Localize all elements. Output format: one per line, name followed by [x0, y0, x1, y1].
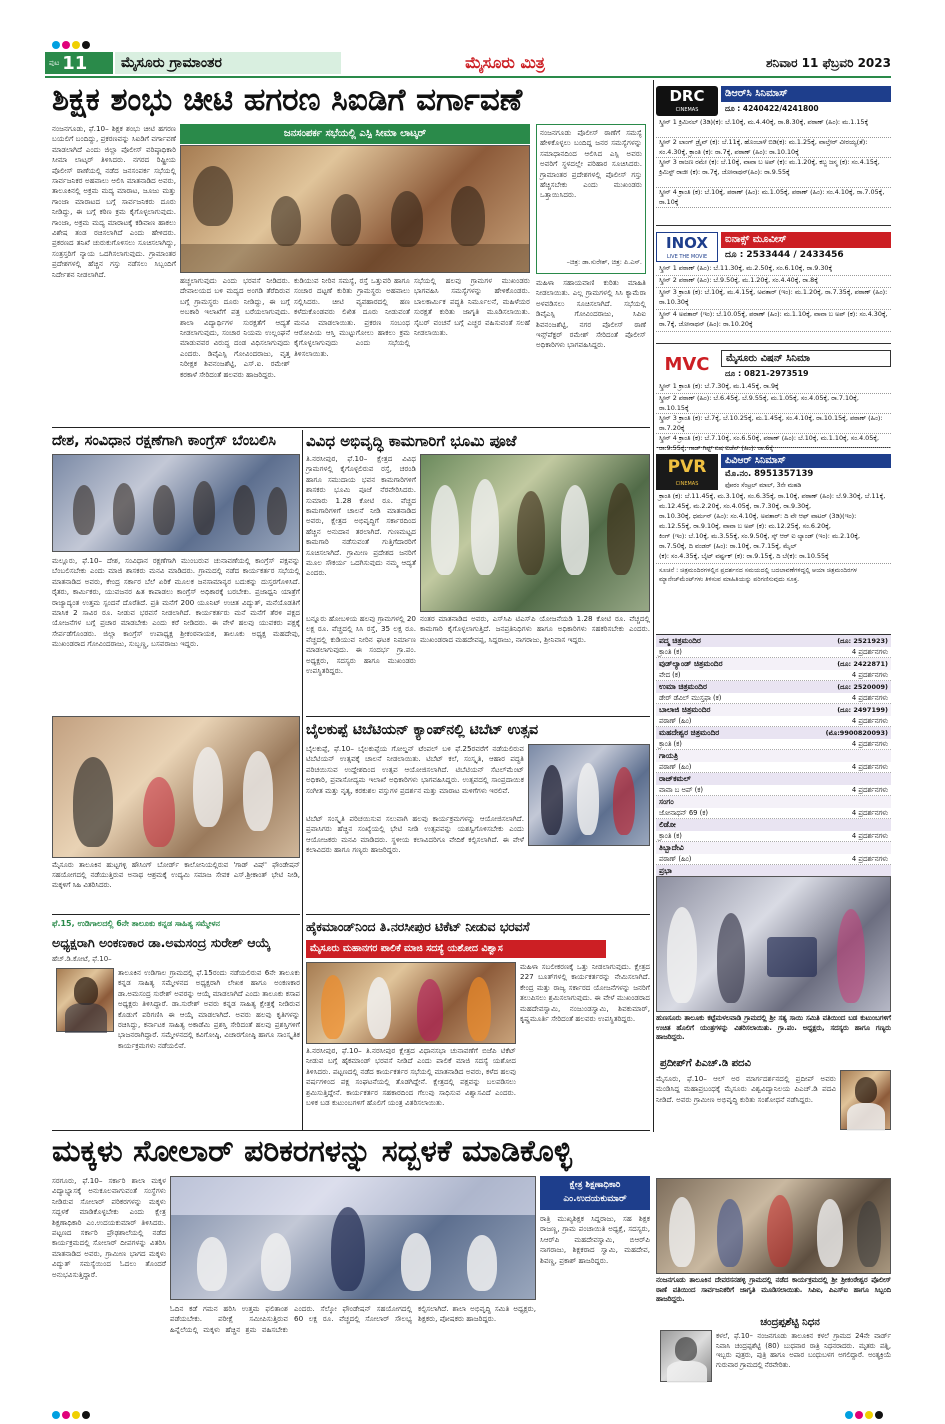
- mvc-name: ಮೈಸೂರು ವಿಷನ್ ಸಿನಿಮಾ: [721, 350, 891, 367]
- drc-row: ಸ್ಕ್ರೀನ್ 3 ರಾಜಣ ರಮೇ (ಕ): ಬೆ.10ಕ್ಕೆ, ವಾವಾ ಬ ಅಪ್ (ಕ): ಮ.1.20ಕ್ಕೆ, ಕಬ್ಜ ಜಸ್ಮ (ಕ): ಸಂ.4.15ಕ್ಕೆ, ಕ್ರಿಮಿಸ್ಟ್ ರಾಜೀ (ಕ): ರಾ.7ಕ್ಕೆ, ಜೋನಾಥನ್(ಹಿಂ): ರಾ.9.55ಕ್ಕೆ: [656, 158, 891, 188]
- drc-name: ಡಿಆರ್‌ಸಿ ಸಿನಿಮಾಸ್: [721, 86, 891, 102]
- theatre-title: ವುಡ್‌ಲ್ಯಾಂಡ್ ಚಿತ್ರಮಂದಿರ: [659, 659, 723, 668]
- theatre-show-row: [656, 831, 891, 842]
- drc-logo: DRC CINEMAS: [656, 86, 718, 116]
- ticket-photo: [306, 962, 516, 1044]
- lead-photo: [180, 145, 530, 273]
- theatre-film: ಜೋನಾಥನ್ 69 (ಕ): [659, 809, 709, 817]
- page-date: ಶನಿವಾರ 11 ಫೆಬ್ರವರಿ 2023: [765, 56, 891, 70]
- cinema-pvr: [656, 452, 891, 628]
- obit-body: ಕಳಲೆ, ಫೆ.10– ನಂಜನಗೂಡು ತಾಲೂಕಿನ ಕಳಲೆ ಗ್ರಾಮದ 24ನೇ ವಾರ್ಡ್ ನಿವಾಸಿ ಚಂದ್ರಪ್ಪಶೆಟ್ಟಿ (80) ಬುಧವಾರ ರಾತ್ರಿ ನಿಧನರಾದರು. ಮೃತರು ಪತ್ನಿ, ಇಬ್ಬರು ಪುತ್ರರು, ಪುತ್ರಿ ಹಾಗೂ ಅಪಾರ ಬಂಧುಬಳಗ ಅಗಲಿದ್ದಾರೆ. ಅಂತ್ಯಕ್ರಿಯೆ ಗುರುವಾರ ಗ್ರಾಮದಲ್ಲಿ ನೆರವೇರಿತು.: [716, 1332, 891, 1369]
- theatre-show-row: [656, 647, 891, 658]
- theatre-name: [656, 681, 891, 693]
- lead-body-left: ನಂಜನಗೂಡು, ಫೆ.10– ಶಿಕ್ಷಕ ಶಂಭು ಚೀಟಿ ಹಗರಣ ಬಯಲಿಗೆ ಬಂದಿದ್ದು, ಪ್ರಕರಣವನ್ನು ಸಿಐಡಿಗೆ ವರ್ಗಾವಣೆ ಮಾಡಲಾಗಿದೆ ಎಂದು ಜಿಲ್ಲಾ ಪೊಲೀಸ್ ವರಿಷ್ಠಾಧಿಕಾರಿ ಸೀಮಾ ಲಾಟ್ಕರ್ ತಿಳಿಸಿದರು. ನಗರದ ರಿಷ್ಟ್ರೀಯ ಪೊಲೀಸ್ ಠಾಣೆಯಲ್ಲಿ ನಡೆದ ಜನಸಂಪರ್ಕ ಸಭೆಯಲ್ಲಿ ಸಾರ್ವಜನಿಕರ ಅಹವಾಲು ಆಲಿಸಿ ಮಾತನಾಡಿದ ಅವರು, ತಾಲೂಕಿನಲ್ಲಿ ಅಕ್ರಮ ಮದ್ಯ ಮಾರಾಟ, ಜೂಜು ಮತ್ತು ಗಾಂಜಾ ಮಾರಾಟದ ಬಗ್ಗೆ ಸಾರ್ವಜನಿಕರು ದೂರು ನೀಡಿದ್ದು, ಈ ಬಗ್ಗೆ ಕಠಿಣ ಕ್ರಮ ಕೈಗೊಳ್ಳಲಾಗುವುದು. ಗಾಂಜಾ, ಅಕ್ರಮ ಮದ್ಯ ಮಾರಾಟಕ್ಕೆ ಕಡಿವಾಣ ಹಾಕಲು ವಿಶೇಷ ತಂಡ ರಚಿಸಲಾಗಿದೆ ಎಂದು ಹೇಳಿದರು. ಪ್ರಕರಣದ ತನಿಖೆ ಚುರುಕುಗೊಳಿಸಲು ಸೂಚಿಸಲಾಗಿದ್ದು, ಸಂತ್ರಸ್ತರಿಗೆ ನ್ಯಾಯ ಒದಗಿಸಲಾಗುವುದು. ಗ್ರಾಮಾಂತರ ಪ್ರದೇಶಗಳಲ್ಲಿ ಹೆಚ್ಚಿನ ಗಸ್ತು ನಡೆಸಲು ಸಿಬ್ಬಂದಿಗೆ ನಿರ್ದೇಶನ ನೀಡಲಾಗಿದೆ.: [52, 124, 176, 279]
- divider-4: [306, 914, 650, 915]
- solar-headline: ಮಕ್ಕಳು ಸೋಲಾರ್ ಪರಿಕರಗಳನ್ನು ಸದ್ಬಳಕೆ ಮಾಡಿಕೊಳ್ಳಿ: [52, 1134, 573, 1169]
- theatre-name: [656, 635, 891, 647]
- color-registration-marks: [52, 1404, 112, 1414]
- theatre-title: ಸಂಗಂ: [659, 797, 674, 806]
- right-photo-2: [656, 1178, 891, 1274]
- divider-1: [52, 427, 650, 428]
- mvc-row: ಸ್ಕ್ರೀನ್ 1 ಕ್ರಾಂತಿ (ಕ): ಬೆ.7.30ಕ್ಕೆ, ಮ.1.45ಕ್ಕೆ, ರಾ.9ಕ್ಕೆ: [656, 382, 891, 394]
- obit-portrait: [660, 1330, 712, 1382]
- theatre-shows: 4 ಪ್ರದರ್ಶನಗಳು: [851, 694, 888, 702]
- theatre-name: [656, 773, 891, 785]
- theatre-shows: 4 ಪ್ರದರ್ಶನಗಳು: [851, 855, 888, 863]
- theatre-show-row: [656, 808, 891, 819]
- solar-caption-label: ಕ್ಷೇತ್ರ ಶಿಕ್ಷಣಾಧಿಕಾರಿ: [569, 1180, 621, 1190]
- right-photo-1: [656, 876, 891, 1012]
- divider-3: [306, 716, 650, 717]
- side-box-text: ನಂಜನಗೂಡು ಪೊಲೀಸ್ ಠಾಣೆಗೆ ಸಮಸ್ಯೆ ಹೇಳಿಕೊಳ್ಳಲು ಬಂದಿದ್ದ ಜನರ ಸಮಸ್ಯೆಗಳನ್ನು ಸಮಾಧಾನದಿಂದ ಆಲಿಸಿದ ಎಸ್ಪಿ ಅವರು ಅವರಿಗೆ ಸ್ಥಳದಲ್ಲೇ ಪರಿಹಾರ ಸೂಚಿಸಿದರು. ಗ್ರಾಮಾಂತರ ಪ್ರದೇಶಗಳಲ್ಲಿ ಪೊಲೀಸ್ ಗಸ್ತು ಹೆಚ್ಚಿಸಬೇಕು ಎಂದು ಮುಖಂಡರು ಒತ್ತಾಯಿಸಿದರು.: [540, 128, 642, 200]
- theatre-film: ಪಠಾಣ್ (ಹಿಂ): [659, 763, 692, 771]
- page-header: [45, 52, 891, 74]
- theatre-title: ಪದ್ಮ ಚಿತ್ರಮಂದಿರ: [659, 636, 701, 645]
- saahitya-headline: ಅಧ್ಯಕ್ಷರಾಗಿ ಅಂಕಣಕಾರ ಡಾ.ಅಮಸಂದ್ರ ಸುರೇಶ್ ಆಯ್ಕೆ: [52, 935, 271, 950]
- page-number: 11: [62, 52, 88, 74]
- inox-row: ಸ್ಕ್ರೀನ್ 3 ಕ್ರಾಂತಿ (ಕ): ಬೆ.10ಕ್ಕೆ, ಮ.4.15ಕ್ಕೆ, ಅವತಾರ್ (ಇಂ): ಮ.1.20ಕ್ಕೆ, ರಾ.7.35ಕ್ಕೆ, ಪಠಾಣ್ (ಹಿಂ): ರಾ.10.30ಕ್ಕೆ: [656, 288, 891, 310]
- header-rule: [45, 76, 891, 78]
- cinema-drc: [656, 84, 891, 226]
- solar-photo: [170, 1176, 536, 1300]
- theatre-show-row: [656, 693, 891, 704]
- theatre-film: ವಾವಾ ಬ ಅಪ್ (ಕ): [659, 786, 704, 794]
- theatre-phone: (ಮೊ:9900820093): [825, 729, 888, 737]
- pvr-name: ಪಿವಿಆರ್ ಸಿನಿಮಾಸ್: [721, 454, 891, 468]
- tibet-photo: [528, 744, 650, 846]
- right-photo-2-caption: ನಂಜನಗೂಡು ತಾಲೂಕಿನ ದೇವರಸನಹಳ್ಳಿ ಗ್ರಾಮದಲ್ಲಿ ನಡೆದ ಕಾರ್ಯಕ್ರಮದಲ್ಲಿ ಶ್ರೀ ಶ್ರೀಕಂಠೇಶ್ವರ ಪೊಲೀಸ್ ಠಾಣೆ ವತಿಯಿಂದ ಸಾರ್ವಜನಿಕರಿಗೆ ಜಾಗೃತಿ ಮೂಡಿಸಲಾಯಿತು. ಸಿಪಿಐ, ಪಿಎಸ್‌ಐ ಹಾಗೂ ಸಿಬ್ಬಂದಿ ಹಾಜರಿದ್ದರು.: [656, 1276, 891, 1304]
- vrule-2: [653, 80, 654, 1132]
- congress-headline: ದೇಶ, ಸಂವಿಧಾನ ರಕ್ಷಣೆಗಾಗಿ ಕಾಂಗ್ರೆಸ್ ಬೆಂಬಲಿಸಿ: [52, 433, 276, 449]
- theatre-name: [656, 704, 891, 716]
- pvr-logo: PVR CINEMAS: [656, 454, 718, 490]
- theatre-shows: 4 ಪ್ರದರ್ಶನಗಳು: [851, 809, 888, 817]
- theatre-show-row: [656, 785, 891, 796]
- theatre-title: ಲಿಡೋ: [659, 820, 676, 829]
- theatre-film: ಡೇರ್ ಡೆವಿಲ್ ಮುಸ್ತಫಾ (ಕ): [659, 694, 722, 702]
- tibet-headline: ಬೈಲಕುಪ್ಪೆ ಟಿಬೆಟಿಯನ್ ಕ್ಯಾಂಪ್‌ನಲ್ಲಿ ಟಿಬೆಟ್ ಉತ್ಸವ: [306, 722, 539, 738]
- congress-photo: [52, 454, 300, 552]
- tibet-body2: ಟಿಬೆಟ್ ಸಂಸ್ಕೃತಿ ಪರಿಚಯಿಸುವ ಸಲುವಾಗಿ ಹಲವು ಕಾರ್ಯಕ್ರಮಗಳನ್ನು ಆಯೋಜಿಸಲಾಗಿದೆ. ಪ್ರವಾಸಿಗರು ಹೆಚ್ಚಿನ ಸಂಖ್ಯೆಯಲ್ಲಿ ಭೇಟಿ ನೀಡಿ ಉತ್ಸವವನ್ನು ಯಶಸ್ವಿಗೊಳಿಸಬೇಕು ಎಂದು ಆಯೋಜಕರು ಮನವಿ ಮಾಡಿದರು. ಸ್ಥಳೀಯ ಕಲಾವಿದರಿಗೂ ವೇದಿಕೆ ಕಲ್ಪಿಸಲಾಗಿದೆ. ಈ ವೇಳೆ ಕಲಾವಿದರು ಹಾಗೂ ಗಣ್ಯರು ಹಾಜರಿದ್ದರು.: [306, 814, 524, 855]
- cinema-listing: [656, 84, 891, 632]
- bhoomi-body3: ನಂತರ ಮಾತನಾಡಿದ ಅವರು, ಎಸ್‌ಸಿಪಿ ಟಿಎಸ್‌ಪಿ ಯೋಜನೆಯಡಿ 1.28 ಕೋಟಿ ರೂ. ವೆಚ್ಚದಲ್ಲಿ ಕಾಮಗಾರಿ ಕೈಗೊಳ್ಳಲಾಗುತ್ತಿದೆ. ಜನಪ್ರತಿನಿಧಿಗಳು ಹಾಗೂ ಅಧಿಕಾರಿಗಳು ಸಹಕರಿಸಬೇಕು ಎಂದರು. ಮುಖಂಡರಾದ ಮಹದೇವಪ್ಪ, ಸಿದ್ದರಾಜು, ನಾಗರಾಜು, ಶ್ರೀನಿವಾಸ ಇದ್ದರು.: [420, 614, 650, 644]
- divider-5: [52, 1130, 650, 1131]
- pvr-phone: ಮೊ.ನಂ. 8951357139: [725, 468, 814, 479]
- orphanage-photo: [52, 716, 300, 858]
- theatre-shows: 4 ಪ್ರದರ್ಶನಗಳು: [851, 717, 888, 725]
- theatre-shows: 4 ಪ್ರದರ್ಶನಗಳು: [851, 671, 888, 679]
- cinema-mvc: [656, 348, 891, 452]
- solar-body2: ಓದಿನ ಕಡೆ ಗಮನ ಹರಿಸಿ ಉತ್ತಮ ಫಲಿತಾಂಶ ಪಡೆಯಬೇಕು. ಪರೀಕ್ಷೆ ಸಮೀಪಿಸುತ್ತಿರುವ ಹಿನ್ನೆಲೆಯಲ್ಲಿ ಮಕ್ಕಳು ಹೆಚ್ಚಿನ ಶ್ರಮ ವಹಿಸಬೇಕು ಎಂದರು. ಸೆಲ್ಕೋ ಫೌಂಡೇಷನ್ ಸಹಯೋಗದಲ್ಲಿ 60 ಲಕ್ಷ ರೂ. ವೆಚ್ಚದಲ್ಲಿ ಸೋಲಾರ್ ಸೌಲಭ್ಯ ಕಲ್ಪಿಸಲಾಗಿದೆ. ಶಾಲಾ ಅಭಿವೃದ್ಧಿ ಸಮಿತಿ ಅಧ್ಯಕ್ಷರು, ಶಿಕ್ಷಕರು, ಪೋಷಕರು ಹಾಜರಿದ್ದರು.: [170, 1304, 536, 1334]
- solar-body: ಸರಗೂರು, ಫೆ.10– ಸರ್ಕಾರಿ ಶಾಲಾ ಮಕ್ಕಳ ವಿದ್ಯಾಭ್ಯಾಸಕ್ಕೆ ಅನುಕೂಲವಾಗುವಂತೆ ಸಂಸ್ಥೆಗಳು ನೀಡಿರುವ ಸೋಲಾರ್ ಪರಿಕರಗಳನ್ನು ಮಕ್ಕಳು ಸದ್ಬಳಕೆ ಮಾಡಿಕೊಳ್ಳಬೇಕು ಎಂದು ಕ್ಷೇತ್ರ ಶಿಕ್ಷಣಾಧಿಕಾರಿ ಎಂ.ಉದಯಕುಮಾರ್ ತಿಳಿಸಿದರು. ಪಟ್ಟಣದ ಸರ್ಕಾರಿ ಪ್ರೌಢಶಾಲೆಯಲ್ಲಿ ನಡೆದ ಕಾರ್ಯಕ್ರಮದಲ್ಲಿ ಸೋಲಾರ್ ದೀಪಗಳನ್ನು ವಿತರಿಸಿ ಮಾತನಾಡಿದ ಅವರು, ಗ್ರಾಮೀಣ ಭಾಗದ ಮಕ್ಕಳು ವಿದ್ಯುತ್ ಸಮಸ್ಯೆಯಿಂದ ಓದಲು ತೊಂದರೆ ಅನುಭವಿಸುತ್ತಿದ್ದಾರೆ.: [52, 1176, 166, 1279]
- theatre-film: ಕ್ರಾಂತಿ (ಕ): [659, 832, 682, 840]
- inox-phone: ದೂ : 2533444 / 2433456: [725, 250, 844, 260]
- vrule-1: [302, 430, 303, 1130]
- theatre-shows: 4 ಪ್ರದರ್ಶನಗಳು: [851, 740, 888, 748]
- side-box-credit: –ಚಿತ್ರ: ಡಾ.ಸುರೇಶ್, ಚಿತ್ರ: ಪಿ.ಎಸ್.: [566, 258, 642, 266]
- theatre-show-row: [656, 670, 891, 681]
- theatre-title: ತಿಬ್ಬಾದೇವಿ: [659, 843, 684, 852]
- theatre-name: [656, 750, 891, 762]
- cinema-note: ಸೂಚನೆ : ಚಿತ್ರಮಂದಿರಗಳಲ್ಲಿನ ಪ್ರದರ್ಶನದ ಸಮಯದಲ್ಲಿ ಬದಲಾವಣೆಗಳಿದ್ದಲ್ಲಿ ಆಯಾ ಚಿತ್ರಮಂದಿರಗಳ ಮ್ಯಾನೇಜ್‌ಮೆಂಟ್‌ಗಳು ತಿಳಿಸುವ ಮಾಹಿತಿಯನ್ನು ಪರಿಗಣಿಸುವುದು ಸೂಕ್ತ.: [659, 567, 858, 583]
- lead-body-mid2: ಕುಡಿಯುವ ನೀರಿನ ಸಮಸ್ಯೆ, ರಸ್ತೆ ಒತ್ತುವರಿ ಹಾಗೂ ಸಂಚಾರ ದಟ್ಟಣೆ ಕುರಿತು ಗ್ರಾಮಸ್ಥರು ಅಹವಾಲು ಸಲ್ಲಿಸಿದರು. ಚೀಟಿ ವ್ಯವಹಾರದಲ್ಲಿ ಹಣ ಕಳೆದುಕೊಂಡವರು ಲಿಖಿತ ದೂರು ನೀಡುವಂತೆ ಮನವಿ ಮಾಡಲಾಯಿತು. ಪ್ರಕರಣ ಸಂಬಂಧ ಆರೋಪಿಯ ಆಸ್ತಿ ಮುಟ್ಟುಗೋಲು ಹಾಕಲು ಕ್ರಮ ಕೈಗೊಳ್ಳಲಾಗುವುದು ಎಂದು ಸಭೆಯಲ್ಲಿ ತಿಳಿಸಲಾಯಿತು.: [294, 276, 410, 358]
- theatre-name: [656, 819, 891, 831]
- theatre-name: [656, 727, 891, 739]
- ticket-body: ತಿ.ನರಸೀಪುರ, ಫೆ.10– ತಿ.ನರಸೀಪುರ ಕ್ಷೇತ್ರದ ವಿಧಾನಸಭಾ ಚುನಾವಣೆಗೆ ಬಿಜೆಪಿ ಟಿಕೆಟ್ ನೀಡುವ ಬಗ್ಗೆ ಹೈಕಮಾಂಡ್ ಭರವಸೆ ನೀಡಿದೆ ಎಂದು ಪಾಲಿಕೆ ಮಾಜಿ ಸದಸ್ಯೆ ಯಶೋದ ತಿಳಿಸಿದರು. ಪಟ್ಟಣದಲ್ಲಿ ನಡೆದ ಕಾರ್ಯಕರ್ತರ ಸಭೆಯಲ್ಲಿ ಮಾತನಾಡಿದ ಅವರು, ಕಳೆದ ಹಲವು ವರ್ಷಗಳಿಂದ ಪಕ್ಷ ಸಂಘಟನೆಯಲ್ಲಿ ತೊಡಗಿದ್ದೇನೆ. ಕ್ಷೇತ್ರದಲ್ಲಿ ಪಕ್ಷವನ್ನು ಬಲಪಡಿಸಲು ಶ್ರಮಿಸುತ್ತಿದ್ದೇನೆ. ಕಾರ್ಯಕರ್ತರ ಸಹಕಾರದಿಂದ ಗೆಲುವು ಸಾಧಿಸುವ ವಿಶ್ವಾಸವಿದೆ ಎಂದರು. ಬಳಿಕ ಬಡ ಕುಟುಂಬಗಳಿಗೆ ಹೊಲಿಗೆ ಯಂತ್ರ ವಿತರಿಸಲಾಯಿತು.: [306, 1046, 516, 1108]
- saahitya-kicker: ಫೆ.15, ಉಡಿಗಾಲದಲ್ಲಿ 6ನೇ ತಾಲೂಕು ಕನ್ನಡ ಸಾಹಿತ್ಯ ಸಮ್ಮೇಳನ: [52, 919, 220, 928]
- theatre-phone: (ದೂ: 2520009): [837, 683, 888, 691]
- inox-name: ಐನಾಕ್ಸ್ ಮೂವೀಸ್: [721, 232, 891, 248]
- mvc-logo: MVC: [664, 354, 710, 375]
- mvc-row: ಸ್ಕ್ರೀನ್ 2 ಪಠಾಣ್ (ಹಿಂ): ಬೆ.6.45ಕ್ಕೆ, ಬೆ.9.55ಕ್ಕೆ, ಮ.1.05ಕ್ಕೆ, ಸಂ.4.05ಕ್ಕೆ, ರಾ.7.10ಕ್ಕೆ, ರಾ.10.15ಕ್ಕೆ: [656, 394, 891, 414]
- drc-row: ಸ್ಕ್ರೀನ್ 2 ಲಾಂಗ್ ಡ್ರೈವ್ (ಕ): ಬೆ.11ಕ್ಕೆ, ಹೊಂಬಾಳೆ ಬಿಡಿ(ಕ): ಮ.1.25ಕ್ಕೆ, ವಾಲ್ತೇರ್ ವೀರಯ್ಯ(ತೆ): ಸಂ.4.30ಕ್ಕೆ, ಕ್ರಾಂತಿ (ಕ): ರಾ.7ಕ್ಕೆ, ಪಠಾಣ್ (ಹಿಂ): ರಾ.10.10ಕ್ಕೆ: [656, 138, 891, 158]
- inox-logo: INOX LIVE THE MOVIE: [656, 232, 718, 262]
- solar-caption-box: [540, 1176, 650, 1210]
- section-name: ಮೈಸೂರು ಗ್ರಾಮಾಂತರ: [115, 52, 341, 74]
- page-number-badge: [45, 52, 113, 74]
- orphanage-caption: ಮೈಸೂರು ತಾಲೂಕಿನ ಹುಟ್ಟಗಳ್ಳಿ ಹೌಸಿಂಗ್ ಬೋರ್ಡ್ ಕಾಲೋನಿಯಲ್ಲಿರುವ 'ಗಾಡ್ ವಿಷ್' ಫೌಂಡೇಷನ್ ಸಹಯೋಗದಲ್ಲಿ ನಡೆಯುತ್ತಿರುವ ಅನಾಥ ಆಶ್ರಮಕ್ಕೆ ಉದ್ಯಮಿ ಸಮಾಜ ಸೇವಕ ಎಸ್.ಶ್ರೀಕಾಂತ್ ಭೇಟಿ ನೀಡಿ, ಮಕ್ಕಳಿಗೆ ಸಿಹಿ ವಿತರಿಸಿದರು.: [52, 861, 300, 889]
- theatre-shows: 4 ಪ್ರದರ್ಶನಗಳು: [851, 648, 888, 656]
- theatre-title: ಬಾಲಾಜಿ ಚಿತ್ರಮಂದಿರ: [659, 705, 711, 714]
- pvr-row: ಕಿಂಗ್ (ಇಂ): ಬೆ.10ಕ್ಕೆ, ಮ.3.55ಕ್ಕೆ, ಸಂ.9.50ಕ್ಕೆ, ಸ್ಕ್ ಆರ್ ಐ ಲ್ಯಾಂಡ್ (ಇಂ): ಮ.2.10ಕ್ಕೆ, ರಾ.7.50ಕ್ಕೆ, ದಿ ವಂಡರ್ (ಹಿಂ): ರಾ.10ಕ್ಕೆ, ರಾ.7.15ಕ್ಕೆ, ಮೈಲ್‌: [659, 532, 861, 550]
- theatre-phone: (ದೂ: 2497199): [837, 706, 888, 714]
- color-registration-marks-right: [845, 1404, 893, 1414]
- theatre-show-row: [656, 762, 891, 773]
- color-registration-marks-top: [52, 34, 112, 44]
- drc-row: ಸ್ಕ್ರೀನ್ 4 ಕ್ರಾಂತಿ (ಕ): ಬೆ.10ಕ್ಕೆ, ಪಠಾಣ್ (ಹಿಂ): ಮ.1.05ಕ್ಕೆ, ಪಠಾಣ್ (ಹಿಂ): ಸಂ.4.10ಕ್ಕೆ, ರಾ.7.05ಕ್ಕೆ, ರಾ.10ಕ್ಕೆ: [656, 188, 891, 208]
- cinema-inox: [656, 230, 891, 344]
- mvc-phone: ದೂ : 0821-2973519: [725, 368, 809, 378]
- saahitya-body: ತಾಲೂಕಿನ ಉಡಿಗಾಲ ಗ್ರಾಮದಲ್ಲಿ ಫೆ.15ರಂದು ನಡೆಯಲಿರುವ 6ನೇ ತಾಲೂಕು ಕನ್ನಡ ಸಾಹಿತ್ಯ ಸಮ್ಮೇಳನದ ಅಧ್ಯಕ್ಷರಾಗಿ ಲೇಖಕ ಹಾಗೂ ಅಂಕಣಕಾರ ಡಾ.ಅಮಸಂದ್ರ ಸುರೇಶ್ ಅವರನ್ನು ಆಯ್ಕೆ ಮಾಡಲಾಗಿದೆ ಎಂದು ತಾಲೂಕು ಕಸಾಪ ಅಧ್ಯಕ್ಷರು ತಿಳಿಸಿದ್ದಾರೆ. ಡಾ.ಸುರೇಶ್ ಅವರು ಕನ್ನಡ ಸಾಹಿತ್ಯ ಕ್ಷೇತ್ರಕ್ಕೆ ನೀಡಿರುವ ಕೊಡುಗೆ ಪರಿಗಣಿಸಿ ಈ ಆಯ್ಕೆ ಮಾಡಲಾಗಿದೆ. ಅವರು ಹಲವು ಕೃತಿಗಳನ್ನು ರಚಿಸಿದ್ದು, ಕರ್ನಾಟಕ ಸಾಹಿತ್ಯ ಅಕಾಡೆಮಿ ಪ್ರಶಸ್ತಿ ಸೇರಿದಂತೆ ಹಲವು ಪ್ರಶಸ್ತಿಗಳಿಗೆ ಭಾಜನರಾಗಿದ್ದಾರೆ. ಸಮ್ಮೇಳನದಲ್ಲಿ ಕವಿಗೋಷ್ಠಿ, ವಿಚಾರಗೋಷ್ಠಿ ಹಾಗೂ ಸಾಂಸ್ಕೃತಿಕ ಕಾರ್ಯಕ್ರಮಗಳು ನಡೆಯಲಿವೆ.: [118, 968, 300, 1050]
- theatre-film: ಪಠಾಣ್ (ಹಿಂ): [659, 855, 692, 863]
- lead-photo-caption: ಜನಸಂಪರ್ಕ ಸಭೆಯಲ್ಲಿ ಎಸ್ಪಿ ಸೀಮಾ ಲಾಟ್ಕರ್: [283, 128, 427, 139]
- bhoomi-body: ತಿ.ನರಸೀಪುರ, ಫೆ.10– ಕ್ಷೇತ್ರದ ವಿವಿಧ ಗ್ರಾಮಗಳಲ್ಲಿ ಕೈಗೊಳ್ಳಲಿರುವ ರಸ್ತೆ, ಚರಂಡಿ ಹಾಗೂ ಸಮುದಾಯ ಭವನ ಕಾಮಗಾರಿಗಳಿಗೆ ಶಾಸಕರು ಭೂಮಿ ಪೂಜೆ ನೆರವೇರಿಸಿದರು. ಸುಮಾರು 1.28 ಕೋಟಿ ರೂ. ವೆಚ್ಚದ ಕಾಮಗಾರಿಗಳಿಗೆ ಚಾಲನೆ ನೀಡಿ ಮಾತನಾಡಿದ ಅವರು, ಕ್ಷೇತ್ರದ ಅಭಿವೃದ್ಧಿಗೆ ಸರ್ಕಾರದಿಂದ ಹೆಚ್ಚಿನ ಅನುದಾನ ತರಲಾಗಿದೆ. ಗುಣಮಟ್ಟದ ಕಾಮಗಾರಿ ನಡೆಸುವಂತೆ ಗುತ್ತಿಗೆದಾರರಿಗೆ ಸೂಚಿಸಲಾಗಿದೆ. ಗ್ರಾಮೀಣ ಪ್ರದೇಶದ ಜನರಿಗೆ ಮೂಲ ಸೌಕರ್ಯ ಒದಗಿಸುವುದು ನಮ್ಮ ಆದ್ಯತೆ ಎಂದರು.: [306, 454, 416, 578]
- theatre-name: [656, 796, 891, 808]
- mvc-row: ಸ್ಕ್ರೀನ್ 4 ಕ್ರಾಂತಿ (ಕ): ಬೆ.7.10ಕ್ಕೆ, ಸಂ.6.50ಕ್ಕೆ, ಪಠಾಣ್ (ಹಿಂ): ಬೆ.10ಕ್ಕೆ, ಮ.1.10ಕ್ಕೆ, ಸಂ.4.05ಕ್ಕೆ, ರಾ.9.55ಕ್ಕೆ, ಗಾಡ್ ಗಿಫ್ಟ್ ಏಷ ಐಡೆನ್ (ಹಿಂ): ರಾ.6ಕ್ಕೆ: [656, 434, 891, 448]
- lead-side-box: [536, 124, 646, 274]
- pvr-row: ಕ್ರಾಂತಿ (ಕ): ಬೆ.11.45ಕ್ಕೆ, ಮ.3.10ಕ್ಕೆ, ಸಂ.6.35ಕ್ಕೆ, ರಾ.10ಕ್ಕೆ, ಪಠಾಣ್ (ಹಿಂ): ಬೆ.9.30ಕ್ಕೆ, ಬೆ.11ಕ್ಕೆ, ಮ.12.45ಕ್ಕೆ, ಮ.2.20ಕ್ಕೆ, ಸಂ.4.05ಕ್ಕೆ, ರಾ.7.30ಕ್ಕೆ, ರಾ.9.30ಕ್ಕೆ,: [659, 492, 886, 510]
- solar-caption-name: ಎಂ.ಉದಯಕುಮಾರ್: [563, 1194, 627, 1204]
- theatre-phone: (ದೂ: 2521923): [837, 637, 888, 645]
- theatre-name: [656, 658, 891, 670]
- theatre-title: ಉಮಾ ಚಿತ್ರಮಂದಿರ: [659, 682, 707, 691]
- theatre-show-row: [656, 716, 891, 727]
- theatre-film: ಕ್ರಾಂತಿ (ಕ): [659, 648, 682, 656]
- bhoomi-body2: ಬನ್ನೂರು ಹೋಬಳಿಯ ಹಲವು ಗ್ರಾಮಗಳಲ್ಲಿ 20 ಲಕ್ಷ ರೂ. ವೆಚ್ಚದಲ್ಲಿ ಸಿಸಿ ರಸ್ತೆ, 35 ಲಕ್ಷ ರೂ. ವೆಚ್ಚದಲ್ಲಿ ಕುಡಿಯುವ ನೀರಿನ ಘಟಕ ನಿರ್ಮಾಣ ಮಾಡಲಾಗುವುದು. ಈ ಸಂದರ್ಭ ಗ್ರಾ.ಪಂ. ಅಧ್ಯಕ್ಷರು, ಸದಸ್ಯರು ಹಾಗೂ ಮುಖಂಡರು ಉಪಸ್ಥಿತರಿದ್ದರು.: [306, 614, 416, 676]
- bhoomi-photo: [420, 454, 650, 612]
- theatre-title: ಗಾಯತ್ರಿ: [659, 751, 679, 760]
- solar-body3: ರಾತ್ರಿ ಮುಖ್ಯಶಿಕ್ಷಕ ಸಿದ್ದರಾಜು, ಸಹ ಶಿಕ್ಷಕ ರಾಜಣ್ಣ, ಗ್ರಾಮ ಪಂಚಾಯಿತಿ ಅಧ್ಯಕ್ಷೆ, ಸದಸ್ಯರು, ಸಿಆರ್‌ಪಿ ಮಹದೇವಸ್ವಾಮಿ, ಬಿಆರ್‌ಪಿ ನಾಗರಾಜು, ಶಿಕ್ಷಕರಾದ ಸ್ವಾಮಿ, ಮಹದೇವ, ಶಿವಣ್ಣ, ಪ್ರಕಾಶ್ ಹಾಜರಿದ್ದರು.: [540, 1214, 650, 1265]
- theatre-film: ಪಠಾಣ್ (ಹಿಂ): [659, 717, 692, 725]
- inox-row: ಸ್ಕ್ರೀನ್ 4 ಅವತಾರ್ (ಇಂ): ಬೆ.10.05ಕ್ಕೆ, ಪಠಾಣ್ (ಹಿಂ): ಮ.1.10ಕ್ಕೆ, ವಾವಾ ಬ ಅಪ್ (ಕ): ಸಂ.4.30ಕ್ಕೆ, ರಾ.7ಕ್ಕೆ, ಜೋನಾಥನ್ (ಹಿಂ): ರಾ.10.20ಕ್ಕೆ: [656, 310, 891, 332]
- mvc-row: ಸ್ಕ್ರೀನ್ 3 ಕ್ರಾಂತಿ (ಕ): ಬೆ.7ಕ್ಕೆ, ಬೆ.10.25ಕ್ಕೆ, ಮ.1.45ಕ್ಕೆ, ಸಂ.4.10ಕ್ಕೆ, ರಾ.10.15ಕ್ಕೆ, ಪಠಾಣ್ (ಹಿಂ): ರಾ.7.20ಕ್ಕೆ: [656, 414, 891, 434]
- theatre-table: [656, 634, 891, 875]
- page-label: ಪುಟ: [49, 58, 60, 67]
- pvr-row: ರಾ.10.30ಕ್ಕೆ, ಧರ್ಮನ್ (ಹಿಂ): ಸಂ.4.10ಕ್ಕೆ, ಅವತಾರ್: ದಿ ವೇ ಆಫ್ ವಾಟರ್ (3ಡಿ)(ಇಂ): ಮ.12.55ಕ್ಕೆ, ರಾ.9.10ಕ್ಕೆ, ವಾವಾ ಬ ಅಪ್ (ಕ): ಮ.12.25ಕ್ಕೆ, ಸಂ.6.20ಕ್ಕೆ,: [659, 512, 857, 530]
- saahitya-byline: ಹೆಚ್.ಡಿ.ಕೋಟೆ, ಫೆ.10–: [52, 955, 112, 963]
- lead-headline: ಶಿಕ್ಷಕ ಶಂಭು ಚೀಟಿ ಹಗರಣ ಸಿಐಡಿಗೆ ವರ್ಗಾವಣೆ: [52, 82, 523, 118]
- drc-phone: ದೂ : 4240422/4241800: [725, 104, 819, 113]
- masthead: ಮೈಸೂರು ಮಿತ್ರ: [465, 53, 545, 72]
- theatre-show-row: [656, 854, 891, 865]
- theatre-shows: 4 ಪ್ರದರ್ಶನಗಳು: [851, 763, 888, 771]
- ticket-body2: ಮಹಿಳಾ ಸಬಲೀಕರಣಕ್ಕೆ ಒತ್ತು ನೀಡಲಾಗುವುದು. ಕ್ಷೇತ್ರದ 227 ಬೂತ್‌ಗಳಲ್ಲಿ ಕಾರ್ಯಕರ್ತರನ್ನು ನೇಮಿಸಲಾಗಿದೆ. ಕೇಂದ್ರ ಮತ್ತು ರಾಜ್ಯ ಸರ್ಕಾರದ ಯೋಜನೆಗಳನ್ನು ಜನರಿಗೆ ತಲುಪಿಸಲು ಶ್ರಮಿಸಲಾಗುವುದು. ಈ ವೇಳೆ ಮುಖಂಡರಾದ ಮಹದೇವಸ್ವಾಮಿ, ನಂಜುಂಡಸ್ವಾಮಿ, ಶಿವಕುಮಾರ್, ಕೃಷ್ಣಮೂರ್ತಿ ಸೇರಿದಂತೆ ಹಲವರು ಉಪಸ್ಥಿತರಿದ್ದರು.: [520, 962, 650, 1024]
- inox-row: ಸ್ಕ್ರೀನ್ 1 ಪಠಾಣ್ (ಹಿಂ): ಬೆ.11.30ಕ್ಕೆ, ಮ.2.50ಕ್ಕೆ, ಸಂ.6.10ಕ್ಕೆ, ರಾ.9.30ಕ್ಕೆ: [656, 264, 891, 276]
- pradeep-portrait: [840, 1070, 891, 1130]
- lead-body-mid: ಹಚ್ಚಲಾಗುವುದು ಎಂದು ಭರವಸೆ ನೀಡಿದರು. ದೇವಾಲಯದ ಬಳಿ ಮದ್ಯದ ಅಂಗಡಿ ತೆರೆದಿರುವ ಬಗ್ಗೆ ಗ್ರಾಮಸ್ಥರು ದೂರು ನೀಡಿದ್ದು, ಈ ಬಗ್ಗೆ ಅಬಕಾರಿ ಇಲಾಖೆಗೆ ಪತ್ರ ಬರೆಯಲಾಗುವುದು. ಶಾಲಾ ವಿದ್ಯಾರ್ಥಿಗಳ ಸುರಕ್ಷತೆಗೆ ಆದ್ಯತೆ ನೀಡಲಾಗುವುದು, ಸಂಚಾರ ನಿಯಮ ಉಲ್ಲಂಘನೆ ಮಾಡುವವರ ವಿರುದ್ಧ ದಂಡ ವಿಧಿಸಲಾಗುವುದು ಎಂದರು. ಡಿವೈಎಸ್ಪಿ ಗೋವಿಂದರಾಜು, ವೃತ್ತ ನಿರೀಕ್ಷಕ ಶಿವನಂಜಶೆಟ್ಟಿ, ಎಸ್.ಐ. ರಮೇಶ್ ಕರಕಾಳೆ ಸೇರಿದಂತೆ ಹಲವರು ಹಾಜರಿದ್ದರು.: [180, 276, 290, 379]
- theatre-title: ರಾಜ್‌ಕಮಲ್: [659, 774, 691, 783]
- right-photo-1-caption: ಹುಣಸೂರು ತಾಲೂಕು ಕಟ್ಟೆಮಳಲವಾಡಿ ಗ್ರಾಮದಲ್ಲಿ ಶ್ರೀ ಸತ್ಯ ಸಾಯಿ ಸಮಿತಿ ವತಿಯಿಂದ ಬಡ ಕುಟುಂಬಗಳಿಗೆ ಉಚಿತ ಹೊಲಿಗೆ ಯಂತ್ರಗಳನ್ನು ವಿತರಿಸಲಾಯಿತು. ಗ್ರಾ.ಪಂ. ಅಧ್ಯಕ್ಷರು, ಸದಸ್ಯರು ಹಾಗೂ ಗಣ್ಯರು ಹಾಜರಿದ್ದರು.: [656, 1014, 891, 1042]
- tibet-body: ಬೈಲಕುಪ್ಪೆ, ಫೆ.10– ಬೈಲಕುಪ್ಪೆಯ ಗೋಲ್ಡನ್ ಟೆಂಪಲ್ ಬಳಿ ಫೆ.25ರವರೆಗೆ ನಡೆಯಲಿರುವ ಟಿಬೆಟಿಯನ್ ಉತ್ಸವಕ್ಕೆ ಚಾಲನೆ ನೀಡಲಾಯಿತು. ಟಿಬೆಟ್ ಕಲೆ, ಸಂಸ್ಕೃತಿ, ಆಹಾರ ಪದ್ಧತಿ ಪರಿಚಯಿಸುವ ಉದ್ದೇಶದಿಂದ ಉತ್ಸವ ಆಯೋಜಿಸಲಾಗಿದೆ. ಟಿಬೆಟಿಯನ್ ಸೆಟಲ್‌ಮೆಂಟ್ ಅಧಿಕಾರಿ, ಪ್ರವಾಸೋದ್ಯಮ ಇಲಾಖೆ ಅಧಿಕಾರಿಗಳು ಭಾಗವಹಿಸಿದ್ದರು. ಉತ್ಸವದಲ್ಲಿ ಸಾಂಪ್ರದಾಯಿಕ ಸಂಗೀತ ಮತ್ತು ನೃತ್ಯ, ಕರಕುಶಲ ವಸ್ತುಗಳ ಪ್ರದರ್ಶನ ಮತ್ತು ಮಾರಾಟ ಮಳಿಗೆಗಳು ಇರಲಿವೆ.: [306, 744, 524, 795]
- inox-row: ಸ್ಕ್ರೀನ್ 2 ಪಠಾಣ್ (ಹಿಂ): ಬೆ.9.50ಕ್ಕೆ, ಮ.1.20ಕ್ಕೆ, ಸಂ.4.40ಕ್ಕೆ, ರಾ.8ಕ್ಕೆ: [656, 276, 891, 288]
- theatre-title: ಪ್ರಭಾ: [659, 866, 672, 875]
- divider-2: [52, 914, 300, 915]
- lead-photo-caption-bar: [180, 124, 530, 144]
- drc-row: ಸ್ಕ್ರೀನ್ 1 ಕ್ರಿಮಿನಲ್ (3ಡಿ)(ಕ): ಬೆ.10ಕ್ಕೆ, ಮ.4.40ಕ್ಕೆ, ರಾ.8.30ಕ್ಕೆ, ಪಠಾಣ್ (ಹಿಂ): ಮ.1.15ಕ್ಕೆ: [656, 118, 891, 138]
- lead-side-box2: ಮಹಿಳಾ ಸಹಾಯವಾಣಿ ಕುರಿತು ಮಾಹಿತಿ ನೀಡಲಾಯಿತು. ಎಲ್ಲ ಗ್ರಾಮಗಳಲ್ಲಿ ಸಿಸಿ ಕ್ಯಾಮೆರಾ ಅಳವಡಿಸಲು ಸೂಚಿಸಲಾಗಿದೆ. ಸಭೆಯಲ್ಲಿ ಡಿವೈಎಸ್ಪಿ ಗೋವಿಂದರಾಜು, ಸಿಪಿಐ ಶಿವನಂಜಶೆಟ್ಟಿ, ನಗರ ಪೊಲೀಸ್ ಠಾಣೆ ಇನ್ಸ್‌ಪೆಕ್ಟರ್ ರಮೇಶ್ ಸೇರಿದಂತೆ ಪೊಲೀಸ್ ಅಧಿಕಾರಿಗಳು ಭಾಗವಹಿಸಿದ್ದರು.: [536, 278, 646, 350]
- congress-body: ಮಲ್ಲೂರು, ಫೆ.10– ದೇಶ, ಸಂವಿಧಾನ ರಕ್ಷಣೆಗಾಗಿ ಮುಂಬರುವ ಚುನಾವಣೆಯಲ್ಲಿ ಕಾಂಗ್ರೆಸ್ ಪಕ್ಷವನ್ನು ಬೆಂಬಲಿಸಬೇಕು ಎಂದು ಮಾಜಿ ಶಾಸಕರು ಮನವಿ ಮಾಡಿದರು. ಗ್ರಾಮದಲ್ಲಿ ನಡೆದ ಕಾರ್ಯಕರ್ತರ ಸಭೆಯಲ್ಲಿ ಮಾತನಾಡಿದ ಅವರು, ಕೇಂದ್ರ ಸರ್ಕಾರ ಬೆಲೆ ಏರಿಕೆ ಮೂಲಕ ಜನಸಾಮಾನ್ಯರ ಬದುಕನ್ನು ದುಸ್ತರಗೊಳಿಸಿದೆ. ರೈತರು, ಕಾರ್ಮಿಕರು, ಯುವಜನರ ಹಿತ ಕಾಪಾಡಲು ಕಾಂಗ್ರೆಸ್ ಅಧಿಕಾರಕ್ಕೆ ಬರಬೇಕು. ಪ್ರಜಾಧ್ವನಿ ಯಾತ್ರೆಗೆ ರಾಜ್ಯಾದ್ಯಂತ ಉತ್ತಮ ಸ್ಪಂದನೆ ದೊರೆತಿದೆ. ಪ್ರತಿ ಮನೆಗೆ 200 ಯೂನಿಟ್ ಉಚಿತ ವಿದ್ಯುತ್, ಮನೆಯೊಡತಿಗೆ ಮಾಸಿಕ 2 ಸಾವಿರ ರೂ. ನೀಡುವ ಭರವಸೆ ನೀಡಲಾಗಿದೆ. ಕಾರ್ಯಕರ್ತರು ಮನೆ ಮನೆಗೆ ತೆರಳಿ ಪಕ್ಷದ ಯೋಜನೆಗಳ ಬಗ್ಗೆ ಪ್ರಚಾರ ಮಾಡಬೇಕು ಎಂದು ಕರೆ ನೀಡಿದರು. ಈ ವೇಳೆ ಹಲವು ಯುವಕರು ಪಕ್ಷಕ್ಕೆ ಸೇರ್ಪಡೆಗೊಂಡರು. ಜಿಲ್ಲಾ ಕಾಂಗ್ರೆಸ್ ಉಪಾಧ್ಯಕ್ಷ ಶ್ರೀಕಂಠನಾಯಕ, ತಾಲೂಕು ಅಧ್ಯಕ್ಷ ಮಹದೇವು, ಮುಖಂಡರಾದ ಗೋವಿಂದರಾಜು, ಸುಬ್ಬಣ್ಣ, ಬಸವರಾಜು ಇದ್ದರು.: [52, 556, 300, 649]
- lead-body-mid3: ಸಭೆಯಲ್ಲಿ ಹಲವು ಗ್ರಾಮಗಳ ಮುಖಂಡರು ಭಾಗವಹಿಸಿ ಸಮಸ್ಯೆಗಳನ್ನು ಹೇಳಿಕೊಂಡರು. ಬಾಲಕಾರ್ಮಿಕ ಪದ್ಧತಿ ನಿರ್ಮೂಲನೆ, ಮಹಿಳೆಯರ ಸುರಕ್ಷತೆ ಕುರಿತು ಜಾಗೃತಿ ಮೂಡಿಸಲಾಯಿತು. ಸೈಬರ್ ವಂಚನೆ ಬಗ್ಗೆ ಎಚ್ಚರ ವಹಿಸುವಂತೆ ಸಲಹೆ ನೀಡಲಾಯಿತು.: [414, 276, 530, 338]
- theatre-shows: 4 ಪ್ರದರ್ಶನಗಳು: [851, 786, 888, 794]
- theatre-name: [656, 842, 891, 854]
- theatre-title: ಮಹದೇಶ್ವರ ಚಿತ್ರಮಂದಿರ: [659, 728, 720, 737]
- bhoomi-headline: ವಿವಿಧ ಅಭಿವೃದ್ಧಿ ಕಾಮಗಾರಿಗೆ ಭೂಮಿ ಪೂಜೆ: [306, 432, 517, 450]
- pvr-row: (ಕ): ಸಂ.4.35ಕ್ಕೆ, ಬೈಟ್ ವರ್ಷ್ಟಕ್ (ಕ): ರಾ.9.15ಕ್ಕೆ, ದಿ ಬೆ(ಕ): ರಾ.10.55ಕ್ಕೆ: [656, 552, 891, 564]
- theatre-phone: (ದೂ: 2422871): [837, 660, 888, 668]
- pvr-address: ಫೋರಂ ಸೆಂಟ್ರಲ್ ಮಾಲ್, 3ನೇ ಮಹಡಿ: [725, 481, 802, 489]
- ticket-subhead: ಮೈಸೂರು ಮಹಾನಗರ ಪಾಲಿಕೆ ಮಾಜಿ ಸದಸ್ಯೆ ಯಶೋದ ವಿಶ್ವಾಸ: [306, 940, 606, 958]
- theatre-shows: 4 ಪ್ರದರ್ಶನಗಳು: [851, 832, 888, 840]
- tibet-body2b: [528, 848, 650, 914]
- theatre-show-row: [656, 739, 891, 750]
- saahitya-portrait: [56, 968, 114, 1032]
- pradeep-body: ಮೈಸೂರು, ಫೆ.10– ಆಲ್ ಅರ ಮಾರ್ಗದರ್ಶನದಲ್ಲಿ ಪ್ರದೀಪ್ ಅವರು ಮಂಡಿಸಿದ್ದ ಮಹಾಪ್ರಬಂಧಕ್ಕೆ ಮೈಸೂರು ವಿಶ್ವವಿದ್ಯಾನಿಲಯ ಪಿಎಚ್.ಡಿ ಪದವಿ ನೀಡಿದೆ. ಅವರು ಗ್ರಾಮೀಣ ಅಭಿವೃದ್ಧಿ ಕುರಿತು ಸಂಶೋಧನೆ ನಡೆಸಿದ್ದರು.: [656, 1074, 836, 1104]
- ticket-headline: ಹೈಕಮಾಂಡ್‌ನಿಂದ ತಿ.ನರಸೀಪುರ ಟಿಕೆಟ್ ನೀಡುವ ಭರವಸೆ: [306, 920, 530, 934]
- pradeep-title: ಪ್ರದೀಪ್‌ಗೆ ಪಿಎಚ್.ಡಿ ಪದವಿ: [660, 1058, 751, 1069]
- theatre-film: ಕ್ರಾಂತಿ (ಕ): [659, 740, 682, 748]
- theatre-film: ವೇದ (ಕ): [659, 671, 681, 679]
- obit-title: ಚಂದ್ರಪ್ಪಶೆಟ್ಟಿ ನಿಧನ: [760, 1317, 820, 1328]
